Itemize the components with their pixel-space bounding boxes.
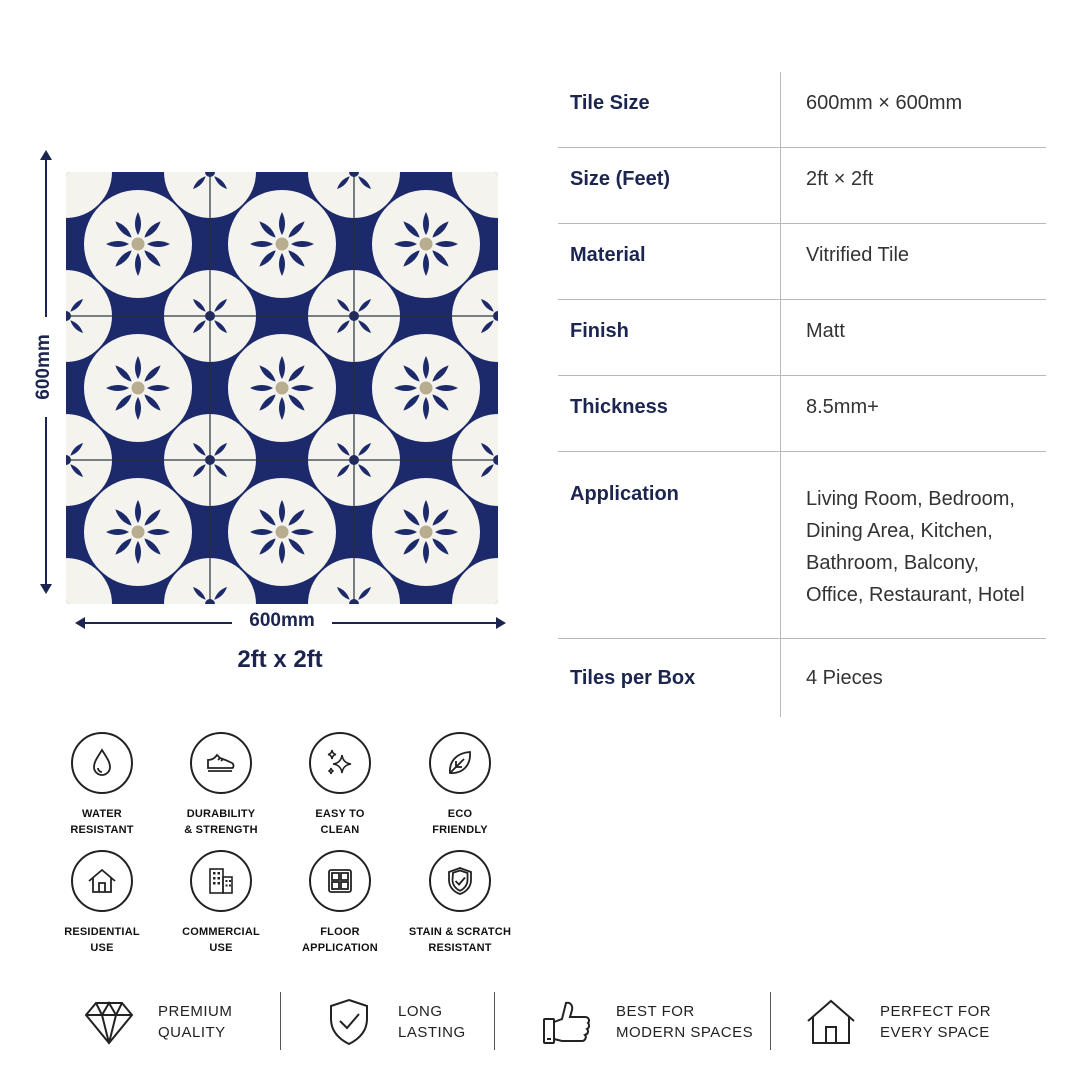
- spec-row-finish: [558, 300, 1046, 376]
- spec-label: Material: [570, 244, 646, 266]
- spec-label: Tiles per Box: [570, 667, 696, 689]
- specification-table: [558, 72, 1046, 717]
- strip-divider: [280, 992, 281, 1050]
- strip-divider: [770, 992, 771, 1050]
- feature-label: CLEAN: [320, 824, 360, 836]
- strip-label: LASTING: [398, 1024, 466, 1041]
- tile-pattern-image: [66, 172, 498, 604]
- feature-label: USE: [90, 942, 114, 954]
- spec-row-thickness: [558, 376, 1046, 452]
- feature-label: FRIENDLY: [432, 824, 488, 836]
- spec-row-material: [558, 224, 1046, 300]
- spec-row-application: [558, 452, 1046, 639]
- feature-commercial-use: [161, 850, 281, 956]
- strip-divider: [494, 992, 495, 1050]
- strip-label: MODERN SPACES: [616, 1024, 754, 1041]
- strip-perfect-for-every-space: [804, 992, 991, 1052]
- strip-label: EVERY SPACE: [880, 1024, 990, 1041]
- feature-durability: [161, 732, 281, 838]
- horizontal-dimension-label: 600mm: [232, 610, 332, 632]
- spec-value: 2ft × 2ft: [780, 148, 1046, 223]
- spec-value: Matt: [780, 300, 1046, 375]
- thumbs-up-icon: [540, 995, 594, 1049]
- feature-easy-to-clean: [280, 732, 400, 838]
- strip-label: PERFECT FOR: [880, 1003, 992, 1020]
- feature-residential-use: [42, 850, 162, 956]
- feature-label: EASY TO: [315, 808, 365, 820]
- feature-water-resistant: [42, 732, 162, 838]
- diamond-icon: [82, 995, 136, 1049]
- house-icon: [804, 995, 858, 1049]
- spec-label: Size (Feet): [570, 168, 671, 190]
- feature-label: & STRENGTH: [184, 824, 258, 836]
- spec-row-tiles-per-box: [558, 639, 1046, 717]
- spec-label: Finish: [570, 320, 629, 342]
- leaf-icon: [443, 746, 477, 780]
- strip-label: QUALITY: [158, 1024, 226, 1041]
- house-icon: [85, 864, 119, 898]
- strip-label: PREMIUM: [158, 1003, 233, 1020]
- feature-label: DURABILITY: [186, 808, 256, 820]
- feature-label: WATER: [82, 808, 122, 820]
- spec-label: Thickness: [570, 396, 668, 418]
- strip-label: LONG: [398, 1003, 443, 1020]
- shield-check-icon: [322, 995, 376, 1049]
- feature-label: COMMERCIAL: [182, 926, 260, 938]
- sparkle-icon: [323, 746, 357, 780]
- feature-label: STAIN & SCRATCH: [408, 926, 512, 938]
- feature-label: USE: [209, 942, 233, 954]
- feature-label: FLOOR: [320, 926, 360, 938]
- strip-premium-quality: [82, 992, 232, 1052]
- feature-eco-friendly: [400, 732, 520, 838]
- application-line: Dining Area, Kitchen,: [806, 520, 993, 542]
- spec-value: 8.5mm+: [780, 376, 1046, 451]
- spec-value: 600mm × 600mm: [780, 72, 1046, 147]
- application-line: Bathroom, Balcony,: [806, 552, 980, 574]
- strip-label: BEST FOR: [616, 1003, 695, 1020]
- feature-label: APPLICATION: [302, 942, 378, 954]
- water-drop-icon: [85, 746, 119, 780]
- shield-check-icon: [443, 864, 477, 898]
- size-caption: 2ft x 2ft: [237, 646, 323, 673]
- buildings-icon: [204, 864, 238, 898]
- spec-label: Tile Size: [570, 92, 650, 114]
- strip-best-for-modern-spaces: [540, 992, 753, 1052]
- feature-label: RESISTANT: [70, 824, 134, 836]
- feature-label: RESISTANT: [428, 942, 492, 954]
- feature-stain-scratch-resistant: [400, 850, 520, 956]
- application-line: Office, Restaurant, Hotel: [806, 584, 1025, 606]
- strip-long-lasting: [322, 992, 466, 1052]
- application-line: Living Room, Bedroom,: [806, 488, 1015, 510]
- feature-label: ECO: [447, 808, 473, 820]
- floor-grid-icon: [323, 864, 357, 898]
- feature-floor-application: [280, 850, 400, 956]
- spec-row-tile-size: [558, 72, 1046, 148]
- spec-row-size-feet: [558, 148, 1046, 224]
- spec-value: 4 Pieces: [780, 639, 1046, 717]
- vertical-dimension-label: 600mm: [33, 317, 55, 417]
- spec-label: Application: [570, 483, 679, 505]
- feature-label: RESIDENTIAL: [64, 926, 140, 938]
- spec-value: Vitrified Tile: [780, 224, 1046, 299]
- spec-value: [780, 452, 1046, 638]
- shoe-icon: [204, 746, 238, 780]
